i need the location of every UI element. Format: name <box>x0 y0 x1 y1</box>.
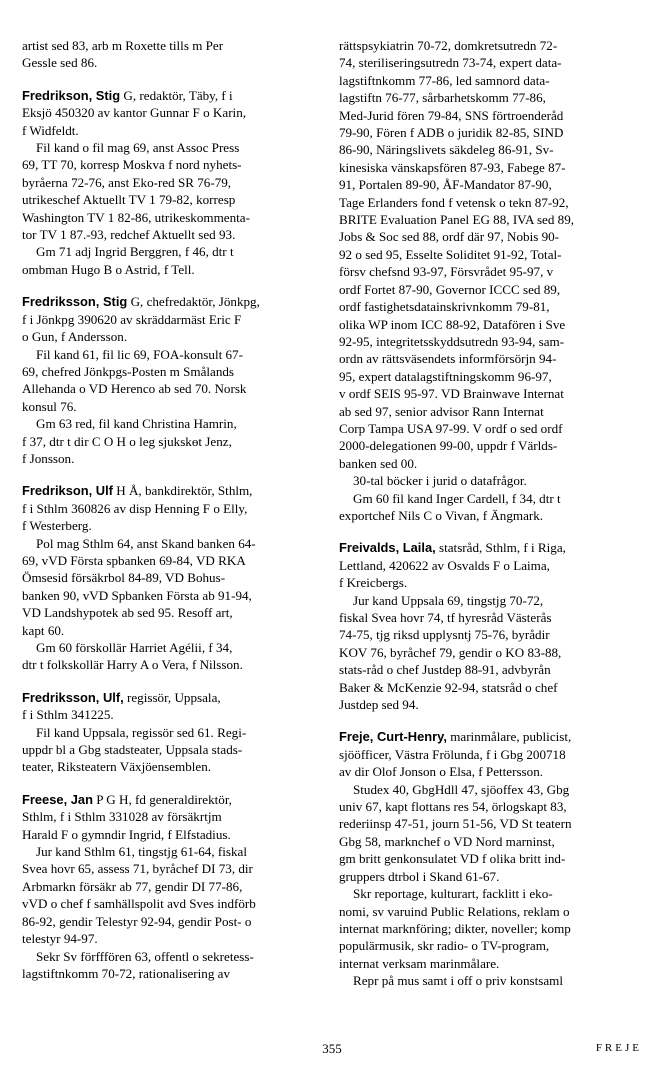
biography-entry <box>339 728 639 989</box>
entry-intro <box>22 293 318 345</box>
text-line: f Westerberg. <box>22 518 92 534</box>
text-line: 74-75, tjg riksd upplysntj 75-76, byrådir <box>339 627 550 643</box>
text-line: 92 o sed 95, Esselte Soliditet 91-92, Total- <box>339 246 562 262</box>
text-line: f i Sthlm 341225. <box>22 707 114 723</box>
text-line: internat marknföring; dikter, noveller; komp <box>339 920 571 936</box>
text-line: Harald F o gymndir Ingrid, f Elfstadius. <box>22 826 231 842</box>
text-line: fiskal Svea hovr 74, tf hyresråd Västerås <box>339 610 552 625</box>
text-line: 91, Portalen 89-90, ÅF-Mandator 87-90, <box>339 177 552 193</box>
text-line: Skr reportage, kulturart, facklitt i eko- <box>353 886 553 902</box>
entry-paragraph <box>339 592 639 714</box>
text-line: marinmålare, publicist, <box>446 729 572 745</box>
entry-name: Freese, Jan <box>22 791 93 807</box>
text-line: byråerna 72-76, anst Eko-red SR 76-79, <box>22 174 232 190</box>
text-line: f i Sthlm 360826 av disp Henning F o Elly, <box>22 500 248 516</box>
entry-intro <box>22 87 318 139</box>
text-line: teater, Riksteatern Växjöensemblen. <box>22 759 212 775</box>
text-line: sjööfficer, Västra Frölunda, f i Gbg 200718 <box>339 746 566 762</box>
text-line: statsråd, Sthlm, f i Riga, <box>435 540 566 556</box>
text-line: 2000-delegationen 99-00, uppdr f Världs- <box>339 438 558 454</box>
entry-paragraph <box>22 415 318 467</box>
text-line: Svea hovr 65, assess 71, byråchef DI 73, dir <box>22 861 253 877</box>
entry-paragraph <box>22 139 318 243</box>
text-line: ab sed 97, senior advisor Rann Internat <box>339 403 544 419</box>
text-line: lagstiftnkomm 70-72, rationalisering av <box>22 965 231 981</box>
continuation-paragraph <box>22 37 318 72</box>
text-line: ordn av rättsväsendets informförsörjn 94- <box>339 351 557 367</box>
text-line: BRITE Evaluation Panel EG 88, IVA sed 89, <box>339 212 575 228</box>
text-line: exportchef Nils C o Vivan, f Ängmark. <box>339 507 544 523</box>
text-line: Fil kand 61, fil lic 69, FOA-konsult 67- <box>36 346 243 362</box>
text-line: Justdep sed 94. <box>339 697 419 713</box>
entry-name: Freivalds, Laila, <box>339 540 436 556</box>
text-line: Gm 63 red, fil kand Christina Hamrin, <box>36 416 237 432</box>
text-line: internat verksam marinmålare. <box>339 955 500 971</box>
entry-name: Fredriksson, Stig <box>22 294 128 310</box>
entry-name: Fredriksson, Ulf, <box>22 689 124 705</box>
text-line: Ömsesid försäkrbol 84-89, VD Bohus- <box>22 570 226 586</box>
text-line: av dir Olof Jonson o Elsa, f Pettersson. <box>339 764 544 780</box>
text-line: f 37, dtr t dir C O H o leg sjukskөt Jenz, <box>22 433 232 449</box>
text-line: Jobs & Soc sed 88, ordf där 97, Nobis 90- <box>339 229 560 245</box>
text-line: ombman Hugo B o Astrid, f Tell. <box>22 261 195 277</box>
text-line: gm britt genkonsulatet VD f olika britt ind- <box>339 851 566 867</box>
entry-intro <box>339 539 639 591</box>
text-line: Jur kand Sthlm 61, tingstjg 61-64, fiskal <box>36 844 247 860</box>
text-line: olika WP inom ICC 88-92, Datafören i Sve <box>339 316 566 332</box>
text-line: Fil kand Uppsala, regissör sed 61. Regi- <box>36 724 247 740</box>
text-line: Sekr Sv förfffören 63, offentl o sekretess- <box>36 948 254 964</box>
entry-intro <box>22 689 318 724</box>
text-line: tor TV 1 87.-93, redchef Aktuellt sed 93. <box>22 227 236 243</box>
text-line: Gm 71 adj Ingrid Berggren, f 46, dtr t <box>36 244 234 260</box>
text-line: försv chefsnd 93-97, Försvrådet 95-97, v <box>339 264 554 280</box>
text-line: f i Jönkpg 390620 av skräddarmäst Eric F <box>22 311 242 327</box>
text-line: Pol mag Sthlm 64, anst Skand banken 64- <box>36 535 256 551</box>
text-line: Baker & McKenzie 92-94, statsråd o chef <box>339 679 558 695</box>
biography-entry <box>339 539 639 713</box>
entry-intro <box>339 728 639 780</box>
text-line: f Widfeldt. <box>22 122 79 138</box>
text-line: telestyr 94-97. <box>22 931 98 947</box>
text-line: 79-90, Fören f ADB o juridik 82-85, SIND <box>339 125 564 141</box>
text-line: lagstiftn 76-77, sårbarhetskomm 77-86, <box>339 90 546 106</box>
text-line: 95, expert datalagstiftningskomm 96-97, <box>339 368 552 384</box>
running-head: FREJE <box>595 1042 642 1054</box>
text-line: f Jonsson. <box>22 450 75 466</box>
text-line: Fil kand o fil mag 69, anst Assoc Press <box>36 140 240 156</box>
text-line: Corp Tampa USA 97-99. V ordf o sed ordf <box>339 420 563 436</box>
entry-paragraph <box>339 972 639 989</box>
text-line: banken sed 00. <box>339 455 418 471</box>
text-line: uppdr bl a Gbg stadsteater, Uppsala stads- <box>22 742 243 758</box>
text-line: 69, chefred Jönkpgs-Posten m Smålands <box>22 363 235 379</box>
entry-intro <box>22 482 318 534</box>
text-line: 30-tal böcker i jurid o datafrågor. <box>353 473 527 489</box>
continuation-paragraph <box>339 472 639 489</box>
text-line: Gessle sed 86. <box>22 55 98 71</box>
text-line: rättspsykiatrin 70-72, domkretsutredn 72- <box>339 38 558 53</box>
text-line: 69, vVD Första spbanken 69-84, VD RKA <box>22 552 246 568</box>
text-line: f Kreicbergs. <box>339 575 408 591</box>
text-line: Jur kand Uppsala 69, tingstjg 70-72, <box>353 592 544 608</box>
left-column <box>22 37 318 997</box>
text-line: Washington TV 1 82-86, utrikeskommenta- <box>22 209 250 225</box>
text-line: lagstiftnkomm 77-86, led samnord data- <box>339 72 550 88</box>
entry-paragraph <box>22 724 318 776</box>
text-line: 69, TT 70, korresp Moskva f nord nyhets- <box>22 157 242 173</box>
text-line: o Gun, f Andersson. <box>22 329 128 345</box>
text-line: dtr t folkskollär Harry A o Vera, f Nilsson. <box>22 657 243 673</box>
entry-name: Fredrikson, Ulf <box>22 483 113 499</box>
biography-entry <box>22 87 318 278</box>
entry-paragraph <box>339 781 639 885</box>
text-line: banken 90, vVD Spbanken Första ab 91-94, <box>22 587 252 603</box>
text-line: Gm 60 förskollär Harriet Agélii, f 34, <box>36 640 233 655</box>
page-number: 355 <box>322 1041 342 1056</box>
text-line: 74, steriliseringsutredn 73-74, expert data- <box>339 55 562 71</box>
text-line: ordf fastighetsdatainskrivnkomm 79-81, <box>339 299 550 315</box>
entry-paragraph <box>22 243 318 278</box>
continuation-paragraph <box>339 490 639 525</box>
entry-paragraph <box>339 885 639 972</box>
continuation-paragraph <box>339 37 639 472</box>
entry-paragraph <box>22 948 318 983</box>
entry-paragraph <box>22 346 318 416</box>
text-line: Studex 40, GbgHdll 47, sjöoffex 43, Gbg <box>353 781 570 797</box>
text-line: nomi, sv varuind Public Relations, reklam o <box>339 903 570 919</box>
entry-intro <box>22 791 318 843</box>
text-line: H Å, bankdirektör, Sthlm, <box>112 483 253 499</box>
text-line: 86-90, Näringslivets säkdeleg 86-91, Sv- <box>339 142 554 158</box>
text-line: VD Landshypotek ab sed 95. Resoff art, <box>22 605 233 621</box>
text-line: P G H, fd generaldirektör, <box>92 791 232 807</box>
text-line: Lettland, 420622 av Osvalds F o Laima, <box>339 557 550 573</box>
text-line: G, chefredaktör, Jönkpg, <box>127 294 260 310</box>
entry-paragraph <box>22 843 318 947</box>
text-line: 92-95, integritetsskyddsutredn 93-94, sam- <box>339 333 565 349</box>
biography-entry <box>22 689 318 776</box>
biography-entry <box>22 791 318 982</box>
text-line: KOV 76, byråchef 79, gendir o KO 83-88, <box>339 644 562 660</box>
text-line: Sthlm, f i Sthlm 331028 av försäkrtjm <box>22 809 222 825</box>
text-line: Repr på mus samt i off o priv konstsaml <box>353 973 563 989</box>
entry-name: Fredrikson, Stig <box>22 87 121 103</box>
text-line: Gm 60 fil kand Inger Cardell, f 34, dtr t <box>353 490 561 506</box>
text-line: gruppers dtrbol i Skand 61-67. <box>339 868 500 884</box>
entry-paragraph <box>22 535 318 639</box>
text-line: G, redaktör, Täby, f i <box>120 87 233 103</box>
entry-paragraph <box>22 639 318 674</box>
text-line: v ordf SEIS 95-97. VD Brainwave Internat <box>339 386 564 402</box>
right-column <box>339 37 639 1005</box>
biography-entry <box>22 482 318 673</box>
biography-entry <box>22 293 318 467</box>
text-line: Allehanda o VD Herenco ab sed 70. Norsk <box>22 381 247 397</box>
text-line: Med-Jurid fören 79-84, SNS förtroenderåd <box>339 107 564 123</box>
text-line: konsul 76. <box>22 398 77 414</box>
text-line: populärmusik, skr radio- o TV-program, <box>339 938 550 954</box>
text-line: Eksjö 450320 av kantor Gunnar F o Karin, <box>22 105 247 121</box>
text-line: regissör, Uppsala, <box>123 689 221 705</box>
text-line: ordf Fortet 87-90, Governor ICCC sed 89, <box>339 281 561 297</box>
text-line: stats-råd o chef Justdep 88-91, advbyrån <box>339 662 551 678</box>
text-line: univ 67, kapt flottans res 54, örlogskapt 83, <box>339 799 567 815</box>
text-line: vVD o chef f samhällspolit avd Sves indförb <box>22 896 256 912</box>
text-line: artist sed 83, arb m Roxette tills m Per <box>22 38 224 53</box>
entry-name: Freje, Curt-Henry, <box>339 729 447 745</box>
text-line: 86-92, gendir Telestyr 92-94, gendir Post- o <box>22 913 252 929</box>
text-line: utrikeschef Aktuellt TV 1 79-82, korresp <box>22 192 236 208</box>
text-line: Gbg 58, marknchef o VD Nord marninst, <box>339 833 555 849</box>
text-line: kinesiska vänskapsfören 87-93, Fabege 87- <box>339 159 566 175</box>
text-line: kapt 60. <box>22 622 65 638</box>
text-line: rederiinsp 47-51, journ 51-56, VD St teatern <box>339 816 572 832</box>
text-line: Arbmarkn försäkr ab 77, gendir DI 77-86, <box>22 878 243 894</box>
text-line: Tage Erlanders fond f vetensk o tekn 87-92, <box>339 194 569 210</box>
